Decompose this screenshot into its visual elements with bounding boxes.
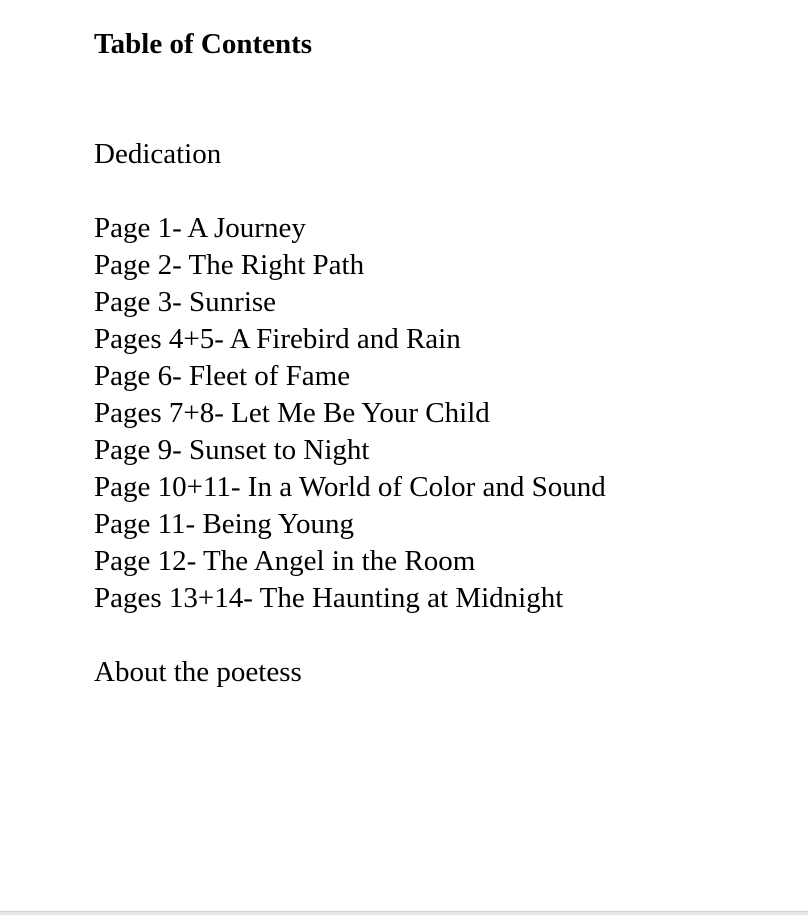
toc-entry-list [94, 210, 794, 617]
toc-entry: Page 6- Fleet of Fame [94, 360, 351, 392]
toc-content [94, 26, 794, 691]
page-edge-divider [0, 911, 808, 915]
toc-entry: Page 12- The Angel in the Room [94, 545, 476, 577]
toc-entry: Page 1- A Journey [94, 212, 306, 244]
toc-entry: Page 3- Sunrise [94, 286, 277, 318]
toc-entry: Page 10+11- In a World of Color and Sound [94, 471, 606, 503]
toc-entry: Page 2- The Right Path [94, 249, 365, 281]
toc-entry: Page 9- Sunset to Night [94, 434, 370, 466]
toc-entry: Pages 4+5- A Firebird and Rain [94, 323, 461, 355]
toc-entry: Pages 13+14- The Haunting at Midnight [94, 582, 564, 614]
toc-entry: Page 11- Being Young [94, 508, 354, 540]
toc-heading: Table of Contents [94, 28, 313, 60]
toc-entry: Pages 7+8- Let Me Be Your Child [94, 397, 490, 429]
toc-dedication: Dedication [94, 138, 222, 170]
toc-about: About the poetess [94, 656, 302, 688]
